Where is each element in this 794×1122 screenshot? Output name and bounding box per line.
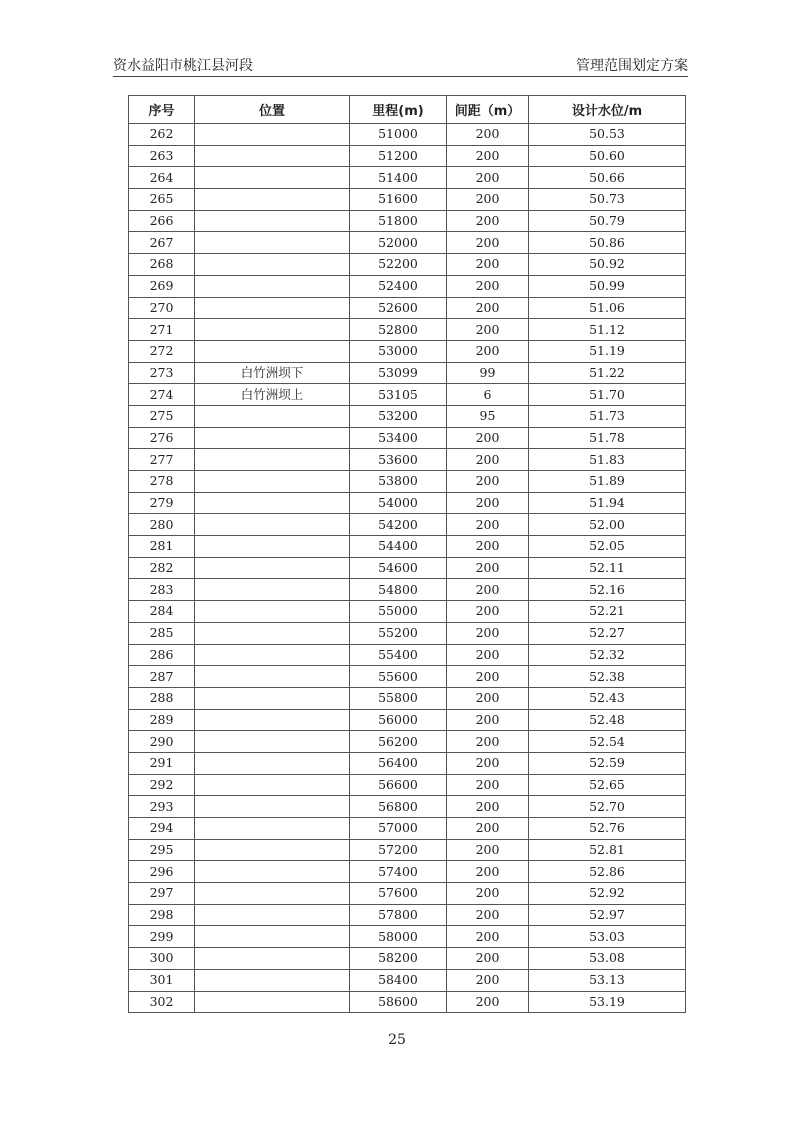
cell-index: 287 bbox=[129, 666, 195, 688]
table-row bbox=[129, 471, 686, 493]
cell-design-water-level: 52.70 bbox=[529, 796, 686, 818]
cell-index: 278 bbox=[129, 471, 195, 493]
table-row bbox=[129, 145, 686, 167]
cell-design-water-level: 51.06 bbox=[529, 297, 686, 319]
cell-spacing: 200 bbox=[447, 492, 529, 514]
cell-location bbox=[195, 536, 350, 558]
cell-spacing: 200 bbox=[447, 774, 529, 796]
table-row bbox=[129, 948, 686, 970]
cell-index: 274 bbox=[129, 384, 195, 406]
table-row bbox=[129, 601, 686, 623]
cell-index: 297 bbox=[129, 883, 195, 905]
cell-spacing: 200 bbox=[447, 644, 529, 666]
cell-design-water-level: 52.81 bbox=[529, 839, 686, 861]
cell-spacing: 200 bbox=[447, 818, 529, 840]
cell-design-water-level: 52.59 bbox=[529, 752, 686, 774]
cell-index: 298 bbox=[129, 904, 195, 926]
table-row bbox=[129, 796, 686, 818]
table-row bbox=[129, 275, 686, 297]
cell-location bbox=[195, 752, 350, 774]
cell-chainage: 56800 bbox=[350, 796, 447, 818]
table-row bbox=[129, 254, 686, 276]
cell-index: 300 bbox=[129, 948, 195, 970]
cell-chainage: 51600 bbox=[350, 189, 447, 211]
table-row bbox=[129, 340, 686, 362]
cell-spacing: 200 bbox=[447, 319, 529, 341]
table-row bbox=[129, 492, 686, 514]
column-header-spacing: 间距（m） bbox=[447, 96, 529, 124]
cell-spacing: 200 bbox=[447, 232, 529, 254]
cell-index: 268 bbox=[129, 254, 195, 276]
cell-chainage: 52600 bbox=[350, 297, 447, 319]
cell-design-water-level: 50.66 bbox=[529, 167, 686, 189]
cell-design-water-level: 51.78 bbox=[529, 427, 686, 449]
cell-index: 276 bbox=[129, 427, 195, 449]
cell-chainage: 57800 bbox=[350, 904, 447, 926]
table-row bbox=[129, 687, 686, 709]
cell-chainage: 53400 bbox=[350, 427, 447, 449]
cell-chainage: 55600 bbox=[350, 666, 447, 688]
table-row bbox=[129, 818, 686, 840]
cell-chainage: 55800 bbox=[350, 687, 447, 709]
cell-location bbox=[195, 926, 350, 948]
cell-chainage: 58400 bbox=[350, 969, 447, 991]
table-row bbox=[129, 666, 686, 688]
cell-index: 266 bbox=[129, 210, 195, 232]
cell-chainage: 57200 bbox=[350, 839, 447, 861]
cell-index: 292 bbox=[129, 774, 195, 796]
cell-index: 290 bbox=[129, 731, 195, 753]
cell-design-water-level: 52.32 bbox=[529, 644, 686, 666]
water-level-table bbox=[128, 95, 686, 1013]
cell-design-water-level: 50.73 bbox=[529, 189, 686, 211]
table-row bbox=[129, 904, 686, 926]
cell-index: 275 bbox=[129, 405, 195, 427]
cell-location bbox=[195, 861, 350, 883]
cell-index: 288 bbox=[129, 687, 195, 709]
table-row bbox=[129, 709, 686, 731]
table-row bbox=[129, 883, 686, 905]
cell-design-water-level: 50.79 bbox=[529, 210, 686, 232]
cell-design-water-level: 52.54 bbox=[529, 731, 686, 753]
cell-location bbox=[195, 449, 350, 471]
cell-index: 289 bbox=[129, 709, 195, 731]
cell-location bbox=[195, 969, 350, 991]
column-header-index: 序号 bbox=[129, 96, 195, 124]
cell-chainage: 56200 bbox=[350, 731, 447, 753]
cell-design-water-level: 52.16 bbox=[529, 579, 686, 601]
cell-design-water-level: 52.11 bbox=[529, 557, 686, 579]
cell-location bbox=[195, 297, 350, 319]
cell-index: 294 bbox=[129, 818, 195, 840]
cell-design-water-level: 52.21 bbox=[529, 601, 686, 623]
table-row bbox=[129, 405, 686, 427]
cell-index: 265 bbox=[129, 189, 195, 211]
cell-index: 286 bbox=[129, 644, 195, 666]
cell-design-water-level: 50.99 bbox=[529, 275, 686, 297]
cell-location bbox=[195, 210, 350, 232]
cell-design-water-level: 51.22 bbox=[529, 362, 686, 384]
table-row bbox=[129, 622, 686, 644]
cell-design-water-level: 50.53 bbox=[529, 124, 686, 146]
cell-index: 267 bbox=[129, 232, 195, 254]
cell-index: 273 bbox=[129, 362, 195, 384]
cell-design-water-level: 51.94 bbox=[529, 492, 686, 514]
cell-spacing: 6 bbox=[447, 384, 529, 406]
cell-location bbox=[195, 427, 350, 449]
cell-index: 293 bbox=[129, 796, 195, 818]
cell-location bbox=[195, 189, 350, 211]
cell-chainage: 56000 bbox=[350, 709, 447, 731]
cell-spacing: 200 bbox=[447, 796, 529, 818]
cell-location bbox=[195, 904, 350, 926]
cell-chainage: 57000 bbox=[350, 818, 447, 840]
table-row bbox=[129, 449, 686, 471]
running-header bbox=[113, 55, 688, 77]
table-row bbox=[129, 514, 686, 536]
cell-chainage: 56400 bbox=[350, 752, 447, 774]
cell-design-water-level: 53.13 bbox=[529, 969, 686, 991]
cell-chainage: 52800 bbox=[350, 319, 447, 341]
cell-spacing: 200 bbox=[447, 709, 529, 731]
cell-chainage: 53200 bbox=[350, 405, 447, 427]
table-row bbox=[129, 839, 686, 861]
cell-chainage: 54800 bbox=[350, 579, 447, 601]
cell-design-water-level: 52.05 bbox=[529, 536, 686, 558]
cell-chainage: 55000 bbox=[350, 601, 447, 623]
cell-chainage: 52200 bbox=[350, 254, 447, 276]
cell-chainage: 53800 bbox=[350, 471, 447, 493]
cell-spacing: 200 bbox=[447, 579, 529, 601]
cell-design-water-level: 52.48 bbox=[529, 709, 686, 731]
cell-spacing: 200 bbox=[447, 666, 529, 688]
cell-index: 272 bbox=[129, 340, 195, 362]
cell-spacing: 95 bbox=[447, 405, 529, 427]
cell-location bbox=[195, 275, 350, 297]
table-row bbox=[129, 731, 686, 753]
table-row bbox=[129, 861, 686, 883]
cell-spacing: 200 bbox=[447, 167, 529, 189]
cell-location bbox=[195, 319, 350, 341]
cell-location bbox=[195, 514, 350, 536]
table-row bbox=[129, 752, 686, 774]
cell-index: 270 bbox=[129, 297, 195, 319]
cell-index: 285 bbox=[129, 622, 195, 644]
cell-location bbox=[195, 340, 350, 362]
table-row bbox=[129, 774, 686, 796]
cell-design-water-level: 52.86 bbox=[529, 861, 686, 883]
cell-chainage: 54600 bbox=[350, 557, 447, 579]
cell-chainage: 54000 bbox=[350, 492, 447, 514]
page-number: 25 bbox=[388, 1032, 406, 1048]
cell-design-water-level: 52.65 bbox=[529, 774, 686, 796]
cell-location bbox=[195, 232, 350, 254]
document-plan-title: 管理范围划定方案 bbox=[576, 58, 688, 74]
table-row bbox=[129, 362, 686, 384]
cell-spacing: 200 bbox=[447, 427, 529, 449]
table-row bbox=[129, 644, 686, 666]
cell-location bbox=[195, 145, 350, 167]
cell-location bbox=[195, 991, 350, 1013]
cell-location bbox=[195, 796, 350, 818]
cell-index: 263 bbox=[129, 145, 195, 167]
cell-index: 282 bbox=[129, 557, 195, 579]
column-header-location: 位置 bbox=[195, 96, 350, 124]
cell-spacing: 200 bbox=[447, 297, 529, 319]
cell-location bbox=[195, 644, 350, 666]
cell-spacing: 200 bbox=[447, 536, 529, 558]
cell-index: 283 bbox=[129, 579, 195, 601]
table-row bbox=[129, 536, 686, 558]
table-header-row bbox=[129, 96, 686, 124]
cell-location bbox=[195, 405, 350, 427]
cell-spacing: 200 bbox=[447, 275, 529, 297]
cell-chainage: 58000 bbox=[350, 926, 447, 948]
cell-spacing: 200 bbox=[447, 557, 529, 579]
cell-design-water-level: 51.12 bbox=[529, 319, 686, 341]
cell-location bbox=[195, 687, 350, 709]
cell-design-water-level: 52.43 bbox=[529, 687, 686, 709]
cell-design-water-level: 52.00 bbox=[529, 514, 686, 536]
cell-design-water-level: 51.70 bbox=[529, 384, 686, 406]
table-row bbox=[129, 167, 686, 189]
table-body bbox=[129, 124, 686, 1013]
cell-index: 264 bbox=[129, 167, 195, 189]
table-row bbox=[129, 319, 686, 341]
cell-spacing: 200 bbox=[447, 969, 529, 991]
cell-chainage: 58200 bbox=[350, 948, 447, 970]
cell-design-water-level: 51.83 bbox=[529, 449, 686, 471]
cell-design-water-level: 52.76 bbox=[529, 818, 686, 840]
cell-design-water-level: 51.19 bbox=[529, 340, 686, 362]
cell-chainage: 53099 bbox=[350, 362, 447, 384]
cell-index: 280 bbox=[129, 514, 195, 536]
cell-chainage: 51400 bbox=[350, 167, 447, 189]
cell-index: 301 bbox=[129, 969, 195, 991]
table-row bbox=[129, 124, 686, 146]
cell-location bbox=[195, 579, 350, 601]
cell-index: 279 bbox=[129, 492, 195, 514]
cell-chainage: 54200 bbox=[350, 514, 447, 536]
cell-chainage: 54400 bbox=[350, 536, 447, 558]
cell-design-water-level: 51.89 bbox=[529, 471, 686, 493]
cell-spacing: 200 bbox=[447, 340, 529, 362]
cell-spacing: 200 bbox=[447, 948, 529, 970]
column-header-chainage: 里程(m) bbox=[350, 96, 447, 124]
table-row bbox=[129, 579, 686, 601]
cell-spacing: 200 bbox=[447, 991, 529, 1013]
table-row bbox=[129, 189, 686, 211]
cell-index: 296 bbox=[129, 861, 195, 883]
cell-spacing: 200 bbox=[447, 210, 529, 232]
column-header-design-water-level: 设计水位/m bbox=[529, 96, 686, 124]
cell-location bbox=[195, 601, 350, 623]
cell-design-water-level: 50.92 bbox=[529, 254, 686, 276]
cell-index: 291 bbox=[129, 752, 195, 774]
cell-design-water-level: 51.73 bbox=[529, 405, 686, 427]
cell-chainage: 53600 bbox=[350, 449, 447, 471]
cell-index: 302 bbox=[129, 991, 195, 1013]
cell-design-water-level: 52.92 bbox=[529, 883, 686, 905]
cell-location bbox=[195, 709, 350, 731]
cell-spacing: 200 bbox=[447, 471, 529, 493]
cell-chainage: 51800 bbox=[350, 210, 447, 232]
cell-chainage: 53000 bbox=[350, 340, 447, 362]
cell-design-water-level: 52.97 bbox=[529, 904, 686, 926]
cell-design-water-level: 52.27 bbox=[529, 622, 686, 644]
cell-spacing: 200 bbox=[447, 904, 529, 926]
cell-design-water-level: 52.38 bbox=[529, 666, 686, 688]
cell-design-water-level: 50.60 bbox=[529, 145, 686, 167]
cell-spacing: 200 bbox=[447, 189, 529, 211]
cell-location bbox=[195, 818, 350, 840]
cell-chainage: 52000 bbox=[350, 232, 447, 254]
table-row bbox=[129, 427, 686, 449]
cell-index: 262 bbox=[129, 124, 195, 146]
cell-spacing: 200 bbox=[447, 254, 529, 276]
cell-spacing: 200 bbox=[447, 601, 529, 623]
document-region-title: 资水益阳市桃江县河段 bbox=[113, 58, 253, 74]
cell-location bbox=[195, 167, 350, 189]
cell-chainage: 51000 bbox=[350, 124, 447, 146]
cell-spacing: 200 bbox=[447, 731, 529, 753]
cell-location bbox=[195, 839, 350, 861]
table-row bbox=[129, 926, 686, 948]
cell-chainage: 51200 bbox=[350, 145, 447, 167]
cell-spacing: 200 bbox=[447, 926, 529, 948]
cell-spacing: 200 bbox=[447, 839, 529, 861]
cell-location bbox=[195, 666, 350, 688]
cell-spacing: 200 bbox=[447, 145, 529, 167]
table-row bbox=[129, 210, 686, 232]
cell-location bbox=[195, 492, 350, 514]
cell-location: 白竹洲坝下 bbox=[195, 362, 350, 384]
cell-index: 299 bbox=[129, 926, 195, 948]
table-row bbox=[129, 969, 686, 991]
cell-location bbox=[195, 731, 350, 753]
cell-location bbox=[195, 774, 350, 796]
table-row bbox=[129, 384, 686, 406]
cell-spacing: 99 bbox=[447, 362, 529, 384]
table-row bbox=[129, 991, 686, 1013]
cell-index: 281 bbox=[129, 536, 195, 558]
cell-location bbox=[195, 471, 350, 493]
cell-spacing: 200 bbox=[447, 449, 529, 471]
cell-location: 白竹洲坝上 bbox=[195, 384, 350, 406]
cell-chainage: 55400 bbox=[350, 644, 447, 666]
cell-design-water-level: 50.86 bbox=[529, 232, 686, 254]
cell-index: 269 bbox=[129, 275, 195, 297]
cell-index: 271 bbox=[129, 319, 195, 341]
cell-index: 284 bbox=[129, 601, 195, 623]
cell-spacing: 200 bbox=[447, 124, 529, 146]
cell-chainage: 58600 bbox=[350, 991, 447, 1013]
cell-spacing: 200 bbox=[447, 687, 529, 709]
cell-spacing: 200 bbox=[447, 883, 529, 905]
cell-spacing: 200 bbox=[447, 752, 529, 774]
cell-design-water-level: 53.08 bbox=[529, 948, 686, 970]
cell-design-water-level: 53.19 bbox=[529, 991, 686, 1013]
cell-index: 295 bbox=[129, 839, 195, 861]
cell-chainage: 56600 bbox=[350, 774, 447, 796]
cell-location bbox=[195, 622, 350, 644]
table-row bbox=[129, 297, 686, 319]
cell-location bbox=[195, 254, 350, 276]
cell-chainage: 52400 bbox=[350, 275, 447, 297]
cell-chainage: 53105 bbox=[350, 384, 447, 406]
cell-location bbox=[195, 948, 350, 970]
cell-location bbox=[195, 124, 350, 146]
cell-chainage: 55200 bbox=[350, 622, 447, 644]
cell-spacing: 200 bbox=[447, 514, 529, 536]
cell-spacing: 200 bbox=[447, 861, 529, 883]
table-row bbox=[129, 557, 686, 579]
cell-location bbox=[195, 557, 350, 579]
cell-chainage: 57600 bbox=[350, 883, 447, 905]
cell-spacing: 200 bbox=[447, 622, 529, 644]
cell-location bbox=[195, 883, 350, 905]
cell-design-water-level: 53.03 bbox=[529, 926, 686, 948]
table-row bbox=[129, 232, 686, 254]
cell-chainage: 57400 bbox=[350, 861, 447, 883]
cell-index: 277 bbox=[129, 449, 195, 471]
